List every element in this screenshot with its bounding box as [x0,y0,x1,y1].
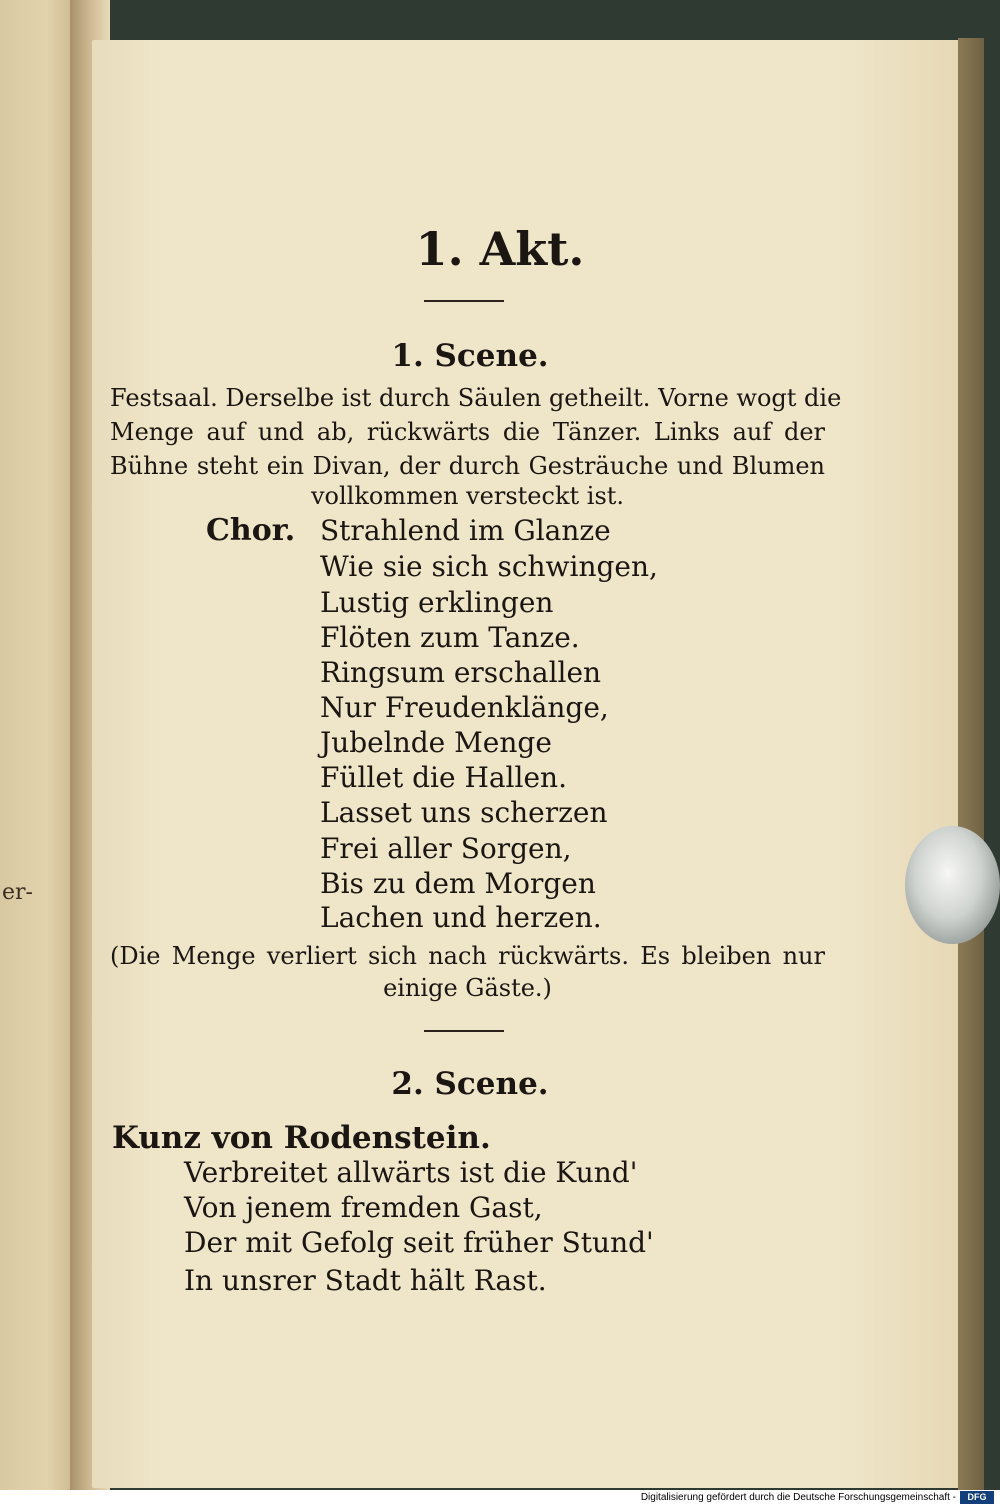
digitization-credit: Digitalisierung gefördert durch die Deutsche Forschungsgemeinschaft - [640,1492,956,1503]
verse-line: Flöten zum Tanze. [320,621,580,654]
stage-direction-line: Menge auf und ab, rückwärts die Tänzer. Links auf der [110,418,825,446]
scene-2-title: 2. Scene. [391,1066,549,1102]
verse-line: Füllet die Hallen. [320,761,567,794]
scene-rule [424,1030,504,1032]
scene-1-title: 1. Scene. [391,338,549,374]
verse-line: Ringsum erschallen [320,656,602,689]
stage-direction-line: einige Gäste.) [383,974,552,1002]
scene-2-speaker: Kunz von Rodenstein. [112,1120,491,1156]
dfg-logo: DFG [960,1491,994,1504]
title-rule [424,300,504,302]
left-page-fragment: er- [2,880,33,905]
stage-direction-line: Bühne steht ein Divan, der durch Gesträuche und Blumen [110,452,825,480]
page-clip [905,826,1000,944]
verse-line: Frei aller Sorgen, [320,832,572,865]
verse-line: Strahlend im Glanze [320,514,611,547]
verse-line: Lachen und herzen. [320,901,602,934]
footer-bar [0,1490,1000,1507]
verse-line: In unsrer Stadt hält Rast. [184,1264,547,1297]
act-title: 1. Akt. [415,222,585,276]
verse-line: Verbreitet allwärts ist die Kund' [184,1156,638,1189]
verse-line: Nur Freudenklänge, [320,691,609,724]
stage-direction-line: Festsaal. Derselbe ist durch Säulen getheilt. Vorne wogt die [110,384,842,412]
verse-line: Jubelnde Menge [320,726,552,759]
stage-direction-line: (Die Menge verliert sich nach rückwärts. Es bleiben nur [110,942,825,970]
verse-line: Lasset uns scherzen [320,796,608,829]
verse-line: Lustig erklingen [320,586,554,619]
verse-line: Von jenem fremden Gast, [184,1191,543,1224]
verse-line: Wie sie sich schwingen, [320,550,658,583]
verse-line: Der mit Gefolg seit früher Stund' [184,1226,654,1259]
chorus-speaker: Chor. [206,513,296,548]
stage-direction-line: vollkommen versteckt ist. [310,482,625,510]
verse-line: Bis zu dem Morgen [320,867,596,900]
